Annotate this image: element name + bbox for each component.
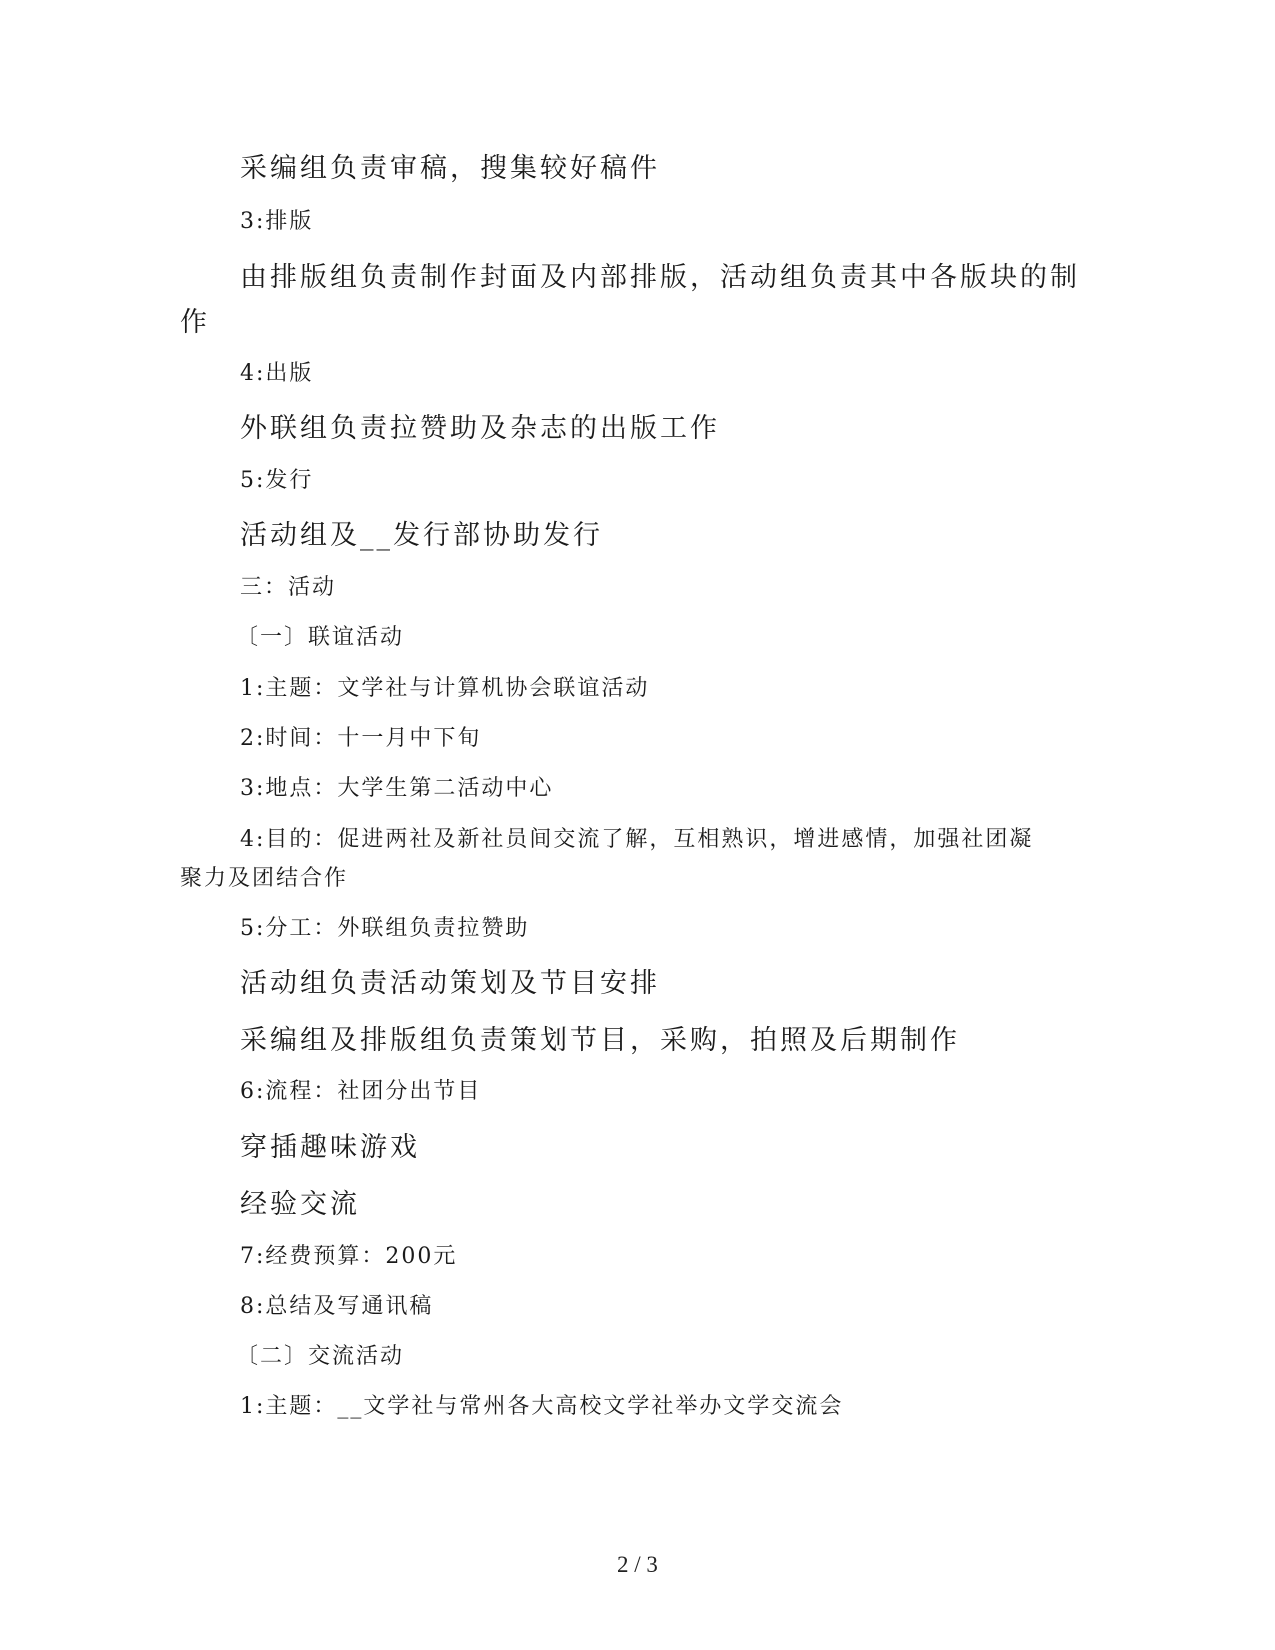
text-line: 1:主题：文学社与计算机协会联谊活动 xyxy=(240,676,650,701)
section-heading: 5:发行 xyxy=(240,468,314,493)
text-line: 4:目的：促进两社及新社员间交流了解，互相熟识，增进感情，加强社团凝 xyxy=(240,827,1034,852)
text-line-continued: 作 xyxy=(180,307,210,338)
text-line-continued: 聚力及团结合作 xyxy=(180,866,349,891)
text-line: 6:流程：社团分出节目 xyxy=(240,1079,482,1104)
text-line: 活动组负责活动策划及节目安排 xyxy=(240,968,660,999)
text-line: 外联组负责拉赞助及杂志的出版工作 xyxy=(240,413,720,444)
page-number: 2 / 3 xyxy=(617,1552,658,1577)
section-heading: 三：活动 xyxy=(240,575,337,600)
subsection-heading: 〔一〕联谊活动 xyxy=(236,625,405,650)
text-line: 2:时间：十一月中下旬 xyxy=(240,726,482,751)
text-line: 经验交流 xyxy=(240,1189,360,1220)
subsection-heading: 〔二〕交流活动 xyxy=(236,1344,405,1369)
text-line: 穿插趣味游戏 xyxy=(240,1132,420,1163)
text-line: 5:分工：外联组负责拉赞助 xyxy=(240,916,530,941)
text-line: 1:主题：__文学社与常州各大高校文学社举办文学交流会 xyxy=(240,1394,844,1419)
section-heading: 3:排版 xyxy=(240,209,314,234)
text-line: 活动组及__发行部协助发行 xyxy=(240,520,603,551)
text-line: 采编组负责审稿，搜集较好稿件 xyxy=(240,153,660,184)
text-line: 由排版组负责制作封面及内部排版，活动组负责其中各版块的制 xyxy=(240,262,1080,293)
text-line: 3:地点：大学生第二活动中心 xyxy=(240,776,554,801)
text-line: 8:总结及写通讯稿 xyxy=(240,1294,434,1319)
section-heading: 4:出版 xyxy=(240,361,314,386)
text-line: 采编组及排版组负责策划节目，采购，拍照及后期制作 xyxy=(240,1025,960,1056)
text-line: 7:经费预算：200元 xyxy=(240,1244,458,1269)
